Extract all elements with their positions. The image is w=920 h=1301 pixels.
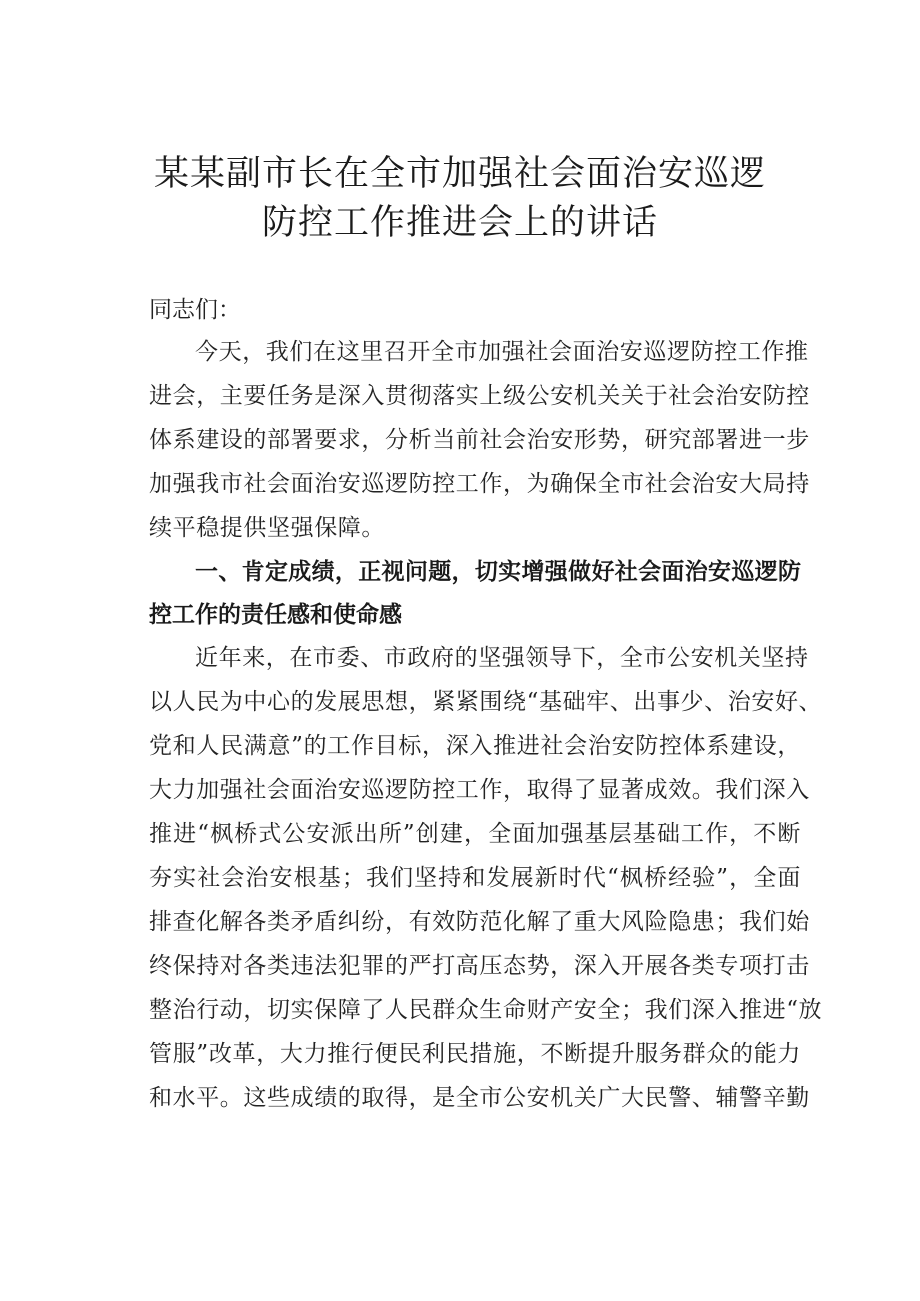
section-line: 以人民为中心的发展思想，紧紧围绕“基础牢、出事少、治安好、 xyxy=(149,689,823,715)
section-line: 夯实社会治安根基；我们坚持和发展新时代“枫桥经验”，全面 xyxy=(149,865,801,891)
intro-line: 加强我市社会面治安巡逻防控工作，为确保全市社会治安大局持 xyxy=(149,471,810,497)
section-heading xyxy=(149,551,801,637)
intro-line: 续平稳提供坚强保障。 xyxy=(149,515,385,541)
section-line: 大力加强社会面治安巡逻防控工作，取得了显著成效。我们深入 xyxy=(149,777,810,803)
section-line: 和水平。这些成绩的取得，是全市公安机关广大民警、辅警辛勤 xyxy=(149,1085,810,1111)
section-line: 党和人民满意”的工作目标，深入推进社会治安防控体系建设， xyxy=(149,733,801,759)
intro-paragraph xyxy=(149,330,810,550)
intro-line: 进会，主要任务是深入贯彻落实上级公安机关关于社会治安防控 xyxy=(149,383,810,409)
title-line-2: 防控工作推进会上的讲话 xyxy=(261,203,658,243)
salutation: 同志们： xyxy=(149,297,241,323)
section-line: 整治行动，切实保障了人民群众生命财产安全；我们深入推进“放 xyxy=(149,997,823,1023)
document-title xyxy=(100,150,820,248)
section-line: 近年来，在市委、市政府的坚强领导下，全市公安机关坚持 xyxy=(195,645,809,671)
section-paragraph xyxy=(149,636,823,1120)
section-line: 终保持对各类违法犯罪的严打高压态势，深入开展各类专项打击 xyxy=(149,953,810,979)
section-line: 管服”改革，大力推行便民利民措施，不断提升服务群众的能力 xyxy=(149,1041,801,1067)
intro-line: 体系建设的部署要求，分析当前社会治安形势，研究部署进一步 xyxy=(149,427,810,453)
section-heading-line: 一、肯定成绩，正视问题，切实增强做好社会面治安巡逻防 xyxy=(195,559,801,585)
section-line: 排查化解各类矛盾纠纷，有效防范化解了重大风险隐患；我们始 xyxy=(149,909,810,935)
title-line-1: 某某副市长在全市加强社会面治安巡逻 xyxy=(153,154,766,194)
section-heading-line: 控工作的责任感和使命感 xyxy=(149,602,402,628)
intro-line: 今天，我们在这里召开全市加强社会面治安巡逻防控工作推 xyxy=(195,339,809,365)
section-line: 推进“枫桥式公安派出所”创建，全面加强基层基础工作，不断 xyxy=(149,821,801,847)
